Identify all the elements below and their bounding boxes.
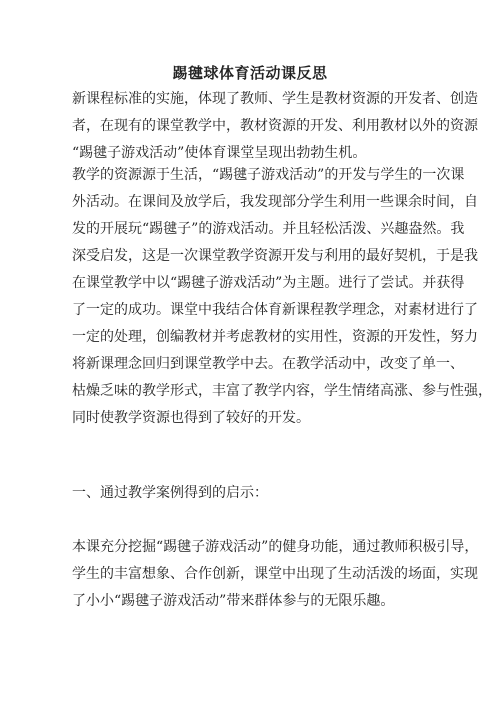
text-line: 学生的丰富想象、合作创新，课堂中出现了生动活泼的场面，实现 [72, 566, 478, 582]
text-line: 将新课理念回归到课堂教学中去。在教学活动中，改变了单一、 [72, 356, 464, 372]
text-line: 者，在现有的课堂教学中，教材资源的开发、利用教材以外的资源 [72, 118, 478, 134]
text-line: 教学的资源源于生活，“踢毽子游戏活动”的开发与学生的一次课 [72, 167, 465, 183]
text-line: “踢毽子游戏活动”使体育课堂呈现出勃勃生机。 [72, 145, 367, 161]
section-heading [72, 480, 430, 507]
text-line: 在课堂教学中以“踢毽子游戏活动”为主题。进行了尝试。并获得 [72, 275, 465, 291]
text-line: 深受启发，这是一次课堂教学资源开发与利用的最好契机，于是我 [72, 248, 478, 264]
text-line: 了一定的成功。课堂中我结合体育新课程教学理念，对素材进行了 [72, 302, 478, 318]
text-line: 本课充分挖掘“踢毽子游戏活动”的健身功能，通过教师积极引导， [72, 539, 479, 555]
text-line: 外活动。在课间及放学后，我发现部分学生利用一些课余时间，自 [72, 194, 478, 210]
paragraph-intro [72, 86, 478, 167]
text-line: 一、通过教学案例得到的启示： [72, 485, 268, 501]
text-line: 发的开展玩“踢毽子”的游戏活动。并且轻松活泼、兴趣盎然。我 [72, 221, 465, 237]
text-line: 枯燥乏味的教学形式，丰富了教学内容，学生情绪高涨、参与性强， [72, 383, 492, 399]
paragraph-resources [72, 162, 492, 432]
text-line: 同时使教学资源也得到了较好的开发。 [72, 410, 310, 426]
document-title: 踢毽球体育活动课反思 [172, 64, 328, 82]
text-line: 了小小“踢毽子游戏活动”带来群体参与的无限乐趣。 [72, 593, 395, 609]
text-line: 新课程标准的实施，体现了教师、学生是教材资源的开发者、创造 [72, 91, 478, 107]
text-line: 一定的处理，创编教材并考虑教材的实用性，资源的开发性，努力 [72, 329, 478, 345]
paragraph-inspiration [72, 534, 479, 615]
